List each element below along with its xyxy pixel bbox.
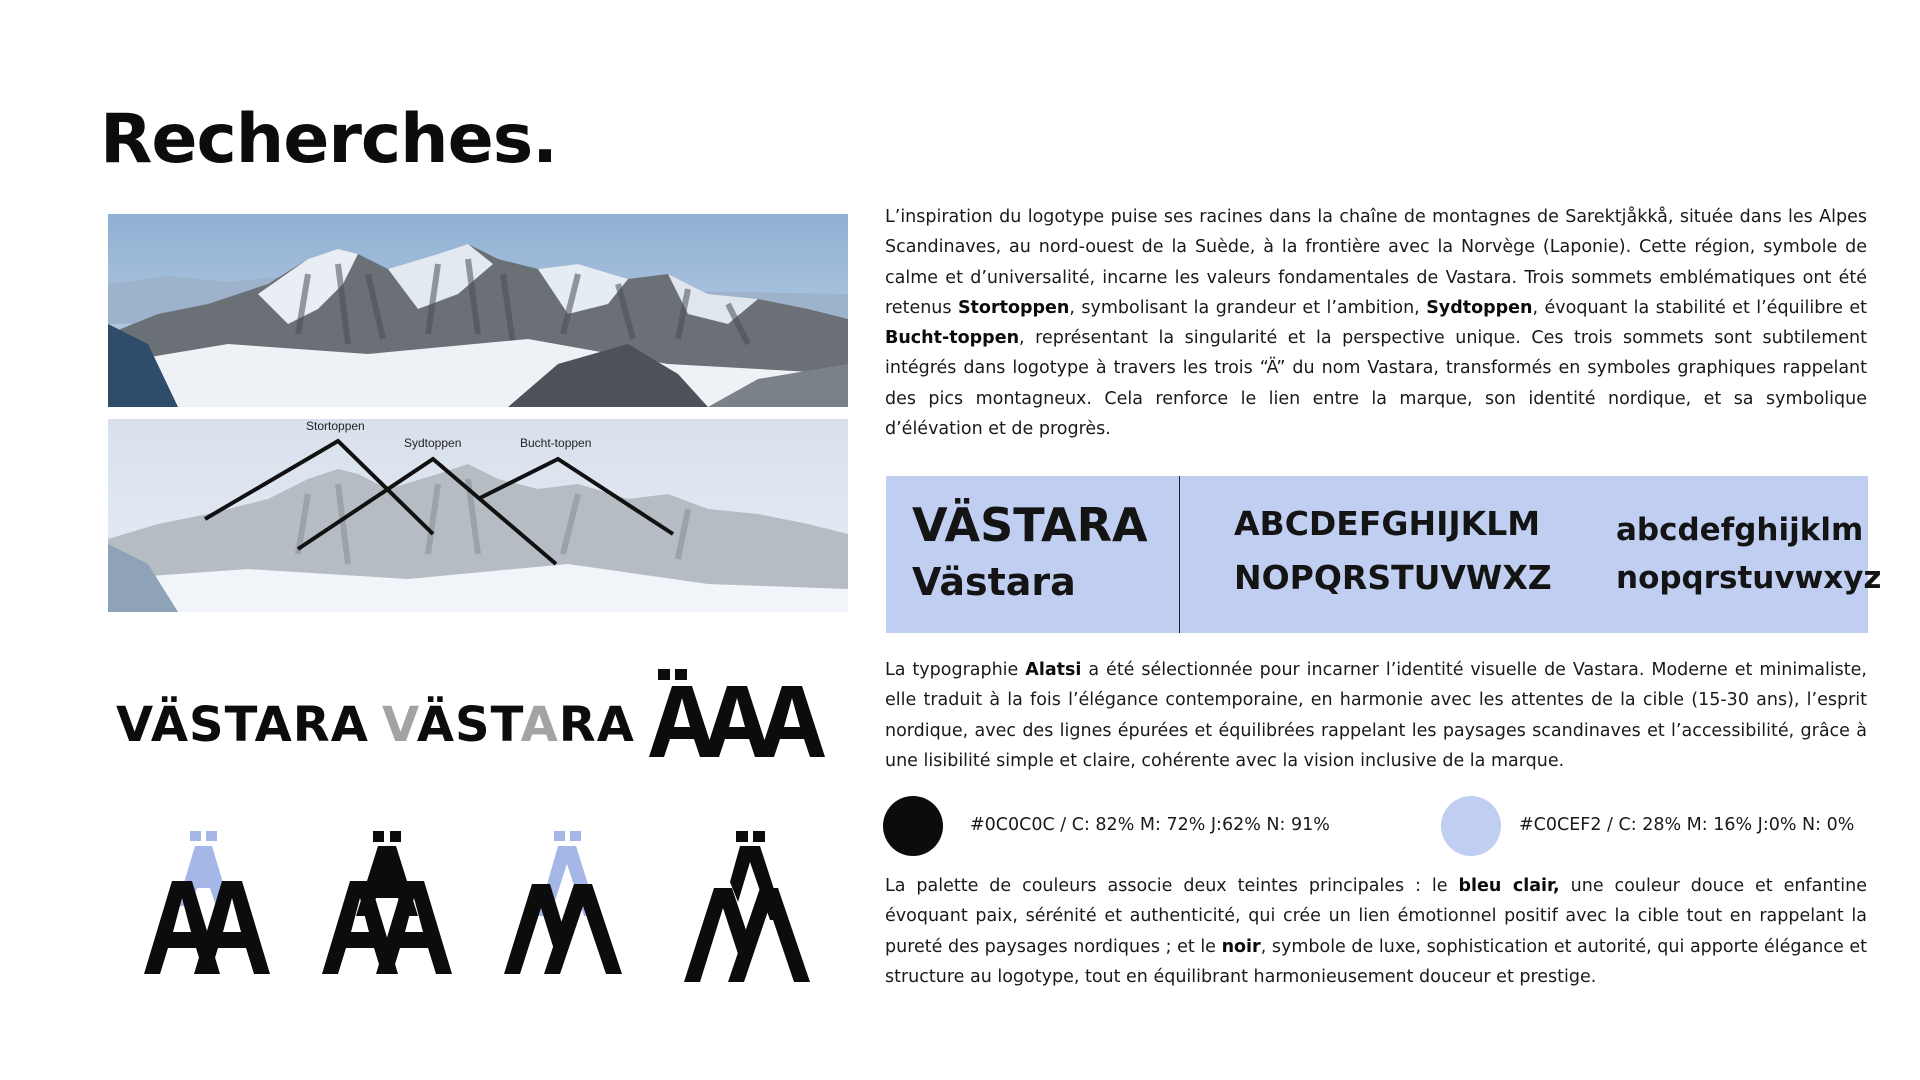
wordmark-letter-grey: V [382,697,417,753]
color-swatch-light-blue [1441,796,1501,856]
logo-inspiration-paragraph [885,202,1867,444]
specimen-divider [1179,476,1180,633]
specimen-name-uppercase: VÄSTARA [912,498,1148,552]
wordmark-letter-grey: A [520,697,559,753]
text-run: L’inspiration du logotype puise ses racines dans la chaîne de montagnes de Sarektjåkkå, située dans les Alpes Scandinaves, au nord-ouest de la Suède, à la frontière avec la Norvège (Laponie). Cette région, symbole de calme et d’universalité, incarne les valeurs fondamentales de Vastara. Trois sommets emblématiques ont été retenus [885,207,1867,318]
text-run: , symbolisant la grandeur et l’ambition, [1069,297,1427,318]
triple-a-mark [644,663,834,763]
wordmark-letters-dark: RA [558,697,635,753]
bold-term-sydtoppen: Sydtoppen [1426,297,1533,318]
peak-label-bucht-toppen: Bucht-toppen [520,436,592,450]
text-run: , représentant la singularité et la perspective unique. Ces trois sommets sont subtilement intégrés dans logotype à travers les trois “Ä” du nom Vastara, transformés en symboles graphiques rappelant des pics montagneux. Cela renforce le lien entre la marque, son identité nordique, et sa symbolique d’élévation et de progrès. [885,328,1867,440]
specimen-uppercase-line-2: NOPQRSTUVWXZ [1234,558,1552,597]
text-run: La typographie [885,660,1026,680]
typography-specimen [886,476,1882,633]
text-run: une couleur douce et enfantine évoquant paix, sérénité et authenticité, qui crée un lien émotionnel positif avec la cible tout en rappelant la pureté des paysages nordiques ; et le [885,876,1867,957]
typography-paragraph [885,655,1867,776]
bold-term-noir: noir [1221,936,1261,957]
color-palette-paragraph [885,871,1867,992]
overlapping-a-mark-blue [130,826,290,976]
specimen-lowercase-line-1: abcdefghijklm [1616,512,1864,548]
wordmark-dark: VÄSTARA [116,697,369,753]
stacked-a-mark [310,826,470,976]
peak-label-sydtoppen: Sydtoppen [404,436,462,450]
text-run: La palette de couleurs associe deux teintes principales : le [885,876,1459,896]
specimen-lowercase-line-2: nopqrstuvwxyz [1616,560,1882,596]
peak-m-mark-blue [494,826,654,976]
color-label-black: #0C0C0C / C: 82% M: 72% J:62% N: 91% [970,815,1330,835]
bold-term-bucht-toppen: Bucht-toppen [885,328,1020,349]
text-run: , évoquant la stabilité et l’équilibre et [1532,297,1867,318]
color-label-light-blue: #C0CEF2 / C: 28% M: 16% J:0% N: 0% [1519,815,1855,835]
wordmark-letters-dark: ÄST [416,697,521,753]
bold-term-bleu-clair: bleu clair, [1458,876,1560,896]
text-run: , symbole de luxe, sophistication et autorité, qui apporte élégance et structure au logotype, tout en équilibrant harmonieusement douceur et prestige. [885,936,1867,987]
peak-label-stortoppen: Stortoppen [306,419,365,433]
bold-term-alatsi: Alatsi [1025,660,1082,680]
mountain-photo [108,214,848,407]
specimen-uppercase-line-1: ABCDEFGHIJKLM [1234,504,1541,543]
mountain-photo-illustration [108,214,848,407]
color-swatch-black [883,796,943,856]
peak-m-mark-dark [680,826,840,986]
annotated-photo-illustration [108,419,848,612]
bold-term-stortoppen: Stortoppen [957,297,1070,318]
specimen-name-titlecase: Västara [912,560,1076,604]
annotated-mountain-photo [108,419,848,612]
text-run: a été sélectionnée pour incarner l’identité visuelle de Vastara. Moderne et minimaliste, elle traduit à la fois l’élégance contemporaine, en harmonie avec les attentes de la cible (15-30 ans), l’esprit nordique, avec des lignes épurées et équilibrées rappelant les paysages scandinaves et l’accessibilité, grâce à une lisibilité simple et claire, cohérente avec la vision inclusive de la marque. [885,660,1867,771]
wordmark-two-tone [382,697,635,753]
page-title: Recherches. [100,100,557,179]
